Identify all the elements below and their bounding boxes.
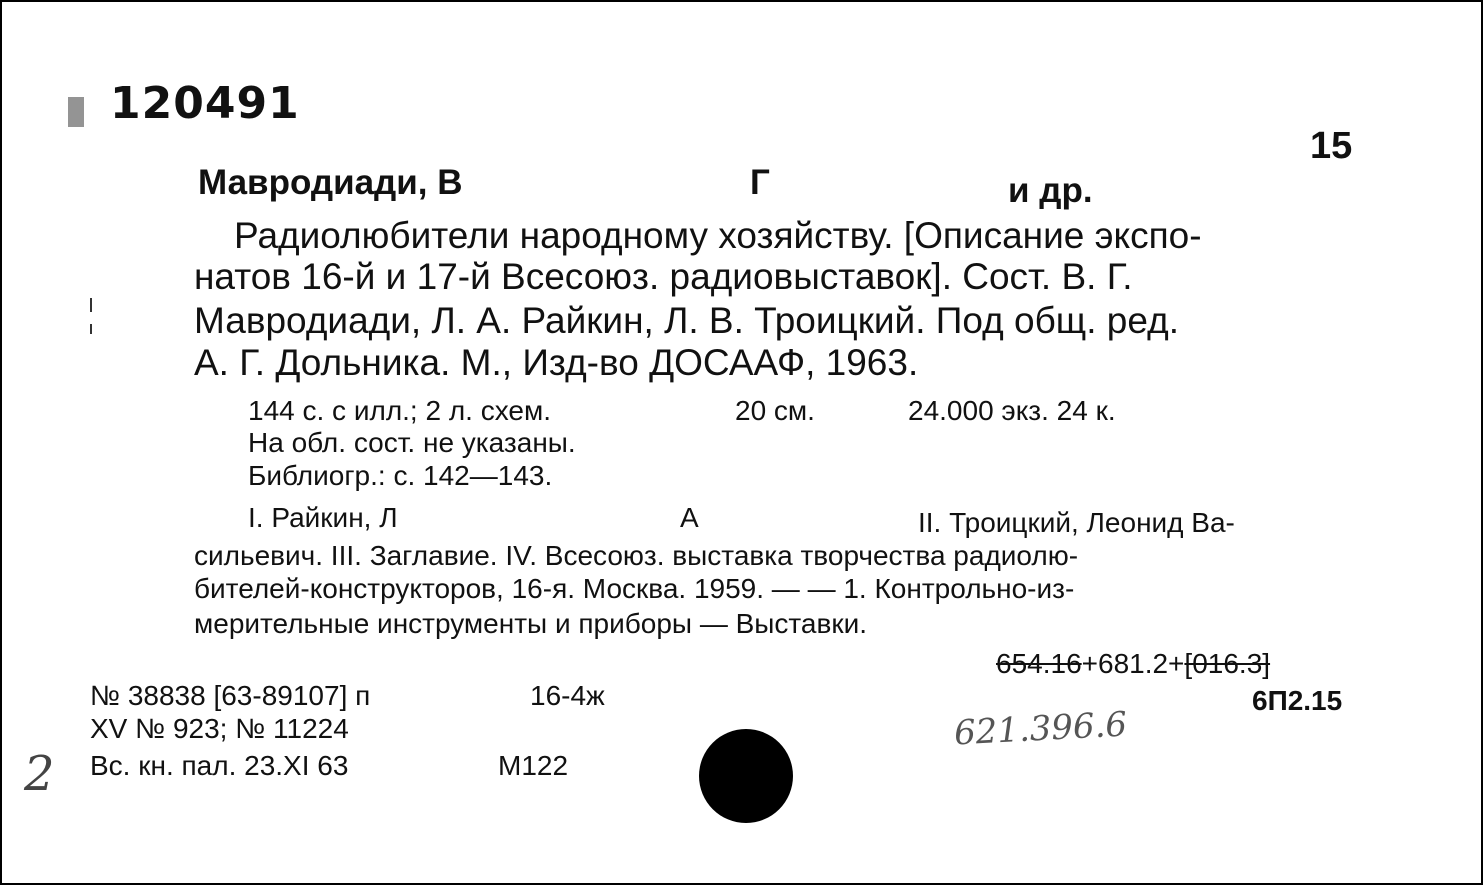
added-entries-line-2: сильевич. III. Заглавие. IV. Всесоюз. выставка творчества радиолю-: [194, 540, 1079, 571]
margin-tick: [90, 298, 92, 312]
description-line-1: Радиолюбители народному хозяйству. [Описание экспо-: [234, 215, 1202, 256]
author-heading-others: и др.: [1008, 171, 1093, 210]
footer-chamber: Вс. кн. пал. 23.XI 63: [90, 750, 349, 781]
author-heading-surname: Мавродиади, В: [198, 163, 463, 202]
classification-main: +681.2+: [1081, 648, 1185, 679]
description-line-3: Мавродиади, Л. А. Райкин, Л. В. Троицкий. Под общ. ред.: [194, 300, 1179, 341]
added-entry-1: I. Райкин, Л: [248, 502, 398, 533]
card-number: 15: [1310, 125, 1353, 167]
footer-record-number: № 38838 [63-89107] п: [90, 680, 371, 711]
added-entry-1-initial: А: [680, 502, 699, 533]
classification-struck-1: 654.16: [996, 648, 1082, 679]
inventory-number: 120491: [110, 78, 300, 129]
added-entries-line-3: бителей-конструкторов, 16-я. Москва. 1959. — — 1. Контрольно-из-: [194, 573, 1075, 604]
author-heading-initial: Г: [750, 163, 770, 202]
physical-pages: 144 с. с илл.; 2 л. схем.: [248, 395, 552, 426]
physical-size: 20 см.: [735, 395, 815, 426]
stamp-smudge: [68, 97, 84, 127]
margin-tick: [90, 324, 92, 334]
classification-struck-2: [016.3]: [1184, 648, 1271, 679]
note-compilers: На обл. сост. не указаны.: [248, 427, 576, 458]
description-line-2: натов 16-й и 17-й Всесоюз. радиовыставок]. Сост. В. Г.: [194, 256, 1133, 297]
handwritten-corner-mark: 2: [24, 746, 55, 802]
added-entry-2: II. Троицкий, Леонид Ва-: [918, 507, 1235, 538]
footer-code: М122: [498, 750, 569, 781]
classification-row: [996, 650, 1270, 678]
classification-code: 6П2.15: [1252, 685, 1343, 716]
punch-hole: [699, 729, 793, 823]
note-bibliography: Библиогр.: с. 142—143.: [248, 460, 553, 491]
handwritten-udc: 621.396.6: [953, 704, 1128, 754]
footer-index: 16-4ж: [530, 680, 605, 711]
description-line-4: А. Г. Дольника. М., Изд-во ДОСААФ, 1963.: [194, 342, 919, 383]
physical-copies: 24.000 экз. 24 к.: [908, 395, 1116, 426]
footer-line-2: XV № 923; № 11224: [90, 713, 349, 744]
added-entries-line-4: мерительные инструменты и приборы — Выставки.: [194, 608, 868, 639]
